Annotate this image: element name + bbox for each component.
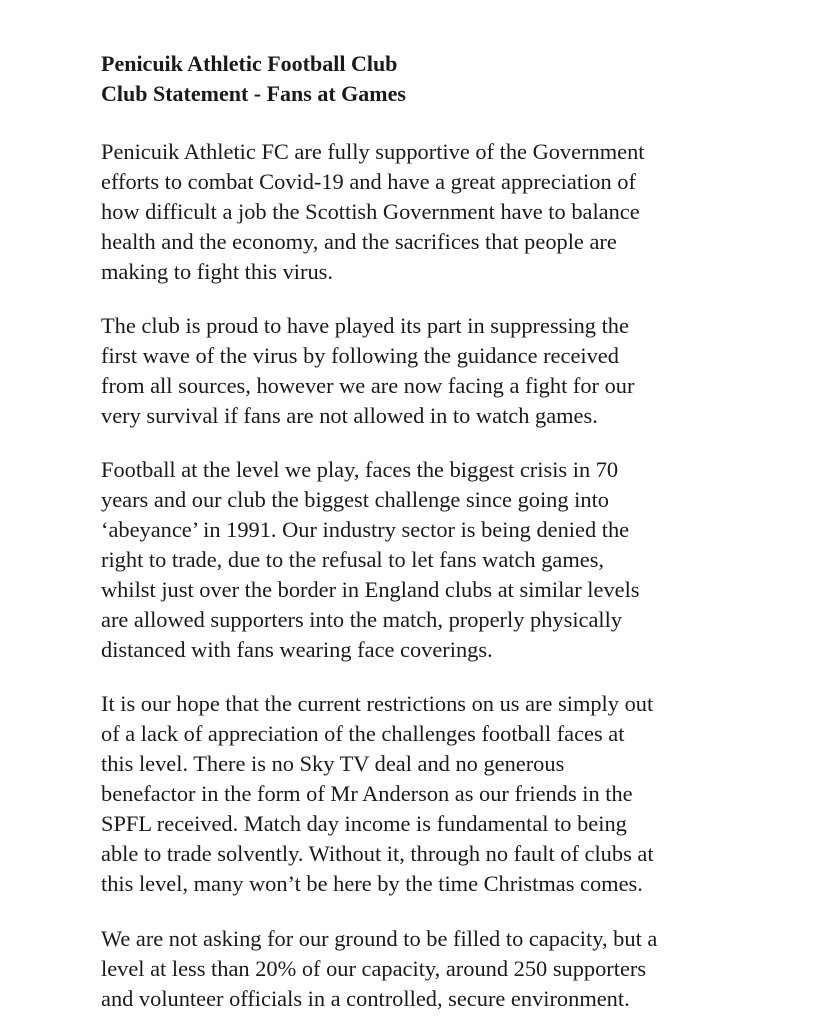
paragraph-restrictions <box>101 689 801 899</box>
text-line: distanced with fans wearing face coverings. <box>101 637 493 662</box>
statement-subject-heading: Club Statement - Fans at Games <box>101 81 406 106</box>
text-line: very survival if fans are not allowed in to watch games. <box>101 403 598 428</box>
paragraph-first-wave <box>101 311 801 431</box>
text-line: and volunteer officials in a controlled, secure environment. <box>101 986 630 1011</box>
text-line: are allowed supporters into the match, properly physically <box>101 607 623 632</box>
text-line: making to fight this virus. <box>101 259 333 284</box>
text-line: We are not asking for our ground to be filled to capacity, but a <box>101 926 658 951</box>
text-line: of a lack of appreciation of the challenges football faces at <box>101 721 625 746</box>
text-line: Football at the level we play, faces the biggest crisis in 70 <box>101 457 619 482</box>
text-line: able to trade solvently. Without it, through no fault of clubs at <box>101 841 654 866</box>
text-line: level at less than 20% of our capacity, around 250 supporters <box>101 956 647 981</box>
text-line: first wave of the virus by following the guidance received <box>101 343 619 368</box>
text-line: SPFL received. Match day income is fundamental to being <box>101 811 627 836</box>
paragraph-capacity-request <box>101 924 801 1014</box>
text-line: It is our hope that the current restrictions on us are simply out <box>101 691 654 716</box>
text-line: this level. There is no Sky TV deal and no generous <box>101 751 565 776</box>
text-line: Penicuik Athletic FC are fully supportive of the Government <box>101 139 645 164</box>
text-line: how difficult a job the Scottish Government have to balance <box>101 199 640 224</box>
text-line: The club is proud to have played its part in suppressing the <box>101 313 629 338</box>
text-line: this level, many won’t be here by the time Christmas comes. <box>101 871 643 896</box>
paragraph-biggest-crisis <box>101 455 801 665</box>
text-line: ‘abeyance’ in 1991. Our industry sector is being denied the <box>101 517 630 542</box>
text-line: years and our club the biggest challenge since going into <box>101 487 609 512</box>
text-line: efforts to combat Covid-19 and have a great appreciation of <box>101 169 636 194</box>
statement-title <box>101 49 781 109</box>
text-line: from all sources, however we are now facing a fight for our <box>101 373 635 398</box>
text-line: health and the economy, and the sacrifices that people are <box>101 229 617 254</box>
text-line: whilst just over the border in England clubs at similar levels <box>101 577 640 602</box>
text-line: benefactor in the form of Mr Anderson as our friends in the <box>101 781 633 806</box>
text-line: right to trade, due to the refusal to let fans watch games, <box>101 547 605 572</box>
club-name-heading: Penicuik Athletic Football Club <box>101 51 398 76</box>
paragraph-government-support <box>101 137 801 287</box>
